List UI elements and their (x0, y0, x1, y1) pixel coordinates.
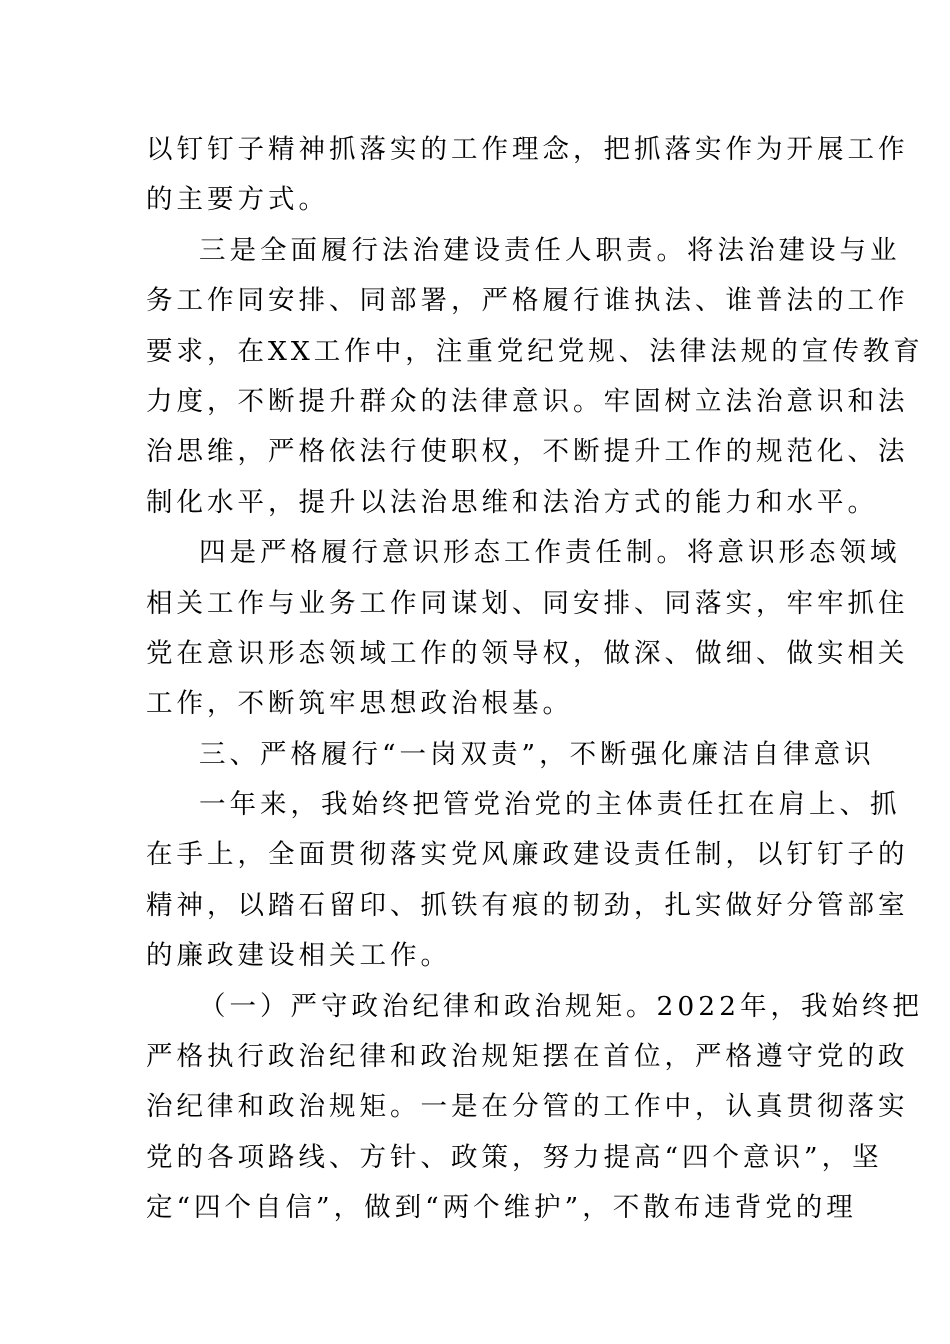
text-line: 严格执行政治纪律和政治规矩摆在首位，严格遵守党的政 (146, 1041, 909, 1073)
text-line: 四是严格履行意识形态工作责任制。将意识形态领域 (199, 537, 901, 569)
text-line: 治思维，严格依法行使职权，不断提升工作的规范化、法 (146, 436, 909, 468)
heading-line: 三、严格履行“一岗双责”，不断强化廉洁自律意识 (199, 738, 875, 770)
text-line: 党的各项路线、方针、政策，努力提高“四个意识”，坚 (146, 1141, 883, 1173)
text-line: 制化水平，提升以法治思维和法治方式的能力和水平。 (146, 486, 878, 518)
text-line: 的廉政建设相关工作。 (146, 940, 451, 972)
paragraph-p4 (146, 780, 909, 982)
text-line: 党在意识形态领域工作的领导权，做深、做细、做实相关 (146, 637, 909, 669)
paragraph-p3 (146, 528, 909, 730)
text-line: 相关工作与业务工作同谋划、同安排、同落实，牢牢抓住 (146, 587, 909, 619)
paragraph-p2 (146, 226, 924, 528)
text-line: 治纪律和政治规矩。一是在分管的工作中，认真贯彻落实 (146, 1091, 909, 1123)
text-line: 精神，以踏石留印、抓铁有痕的韧劲，扎实做好分管部室 (146, 889, 909, 921)
text-line: 要求，在XX工作中，注重党纪党规、法律法规的宣传教育 (146, 335, 924, 367)
text-line: 以钉钉子精神抓落实的工作理念，把抓落实作为开展工作 (146, 134, 909, 165)
document-body (146, 125, 924, 1234)
text-line: 务工作同安排、同部署，严格履行谁执法、谁普法的工作 (146, 285, 909, 317)
text-line: 的主要方式。 (146, 184, 329, 216)
paragraph-p5 (146, 982, 923, 1234)
text-line: （一）严守政治纪律和政治规矩。2022年，我始终把 (199, 990, 923, 1022)
text-line: 工作，不断筑牢思想政治根基。 (146, 688, 573, 720)
text-line: 力度，不断提升群众的法律意识。牢固树立法治意识和法 (146, 385, 909, 417)
section-heading (146, 730, 875, 780)
text-line: 三是全面履行法治建设责任人职责。将法治建设与业 (199, 234, 901, 266)
paragraph-p1 (146, 125, 909, 226)
text-line: 一年来，我始终把管党治党的主体责任扛在肩上、抓 (199, 789, 901, 821)
text-line: 在手上，全面贯彻落实党风廉政建设责任制，以钉钉子的 (146, 839, 909, 871)
text-line: 定“四个自信”，做到“两个维护”，不散布违背党的理 (146, 1192, 857, 1224)
